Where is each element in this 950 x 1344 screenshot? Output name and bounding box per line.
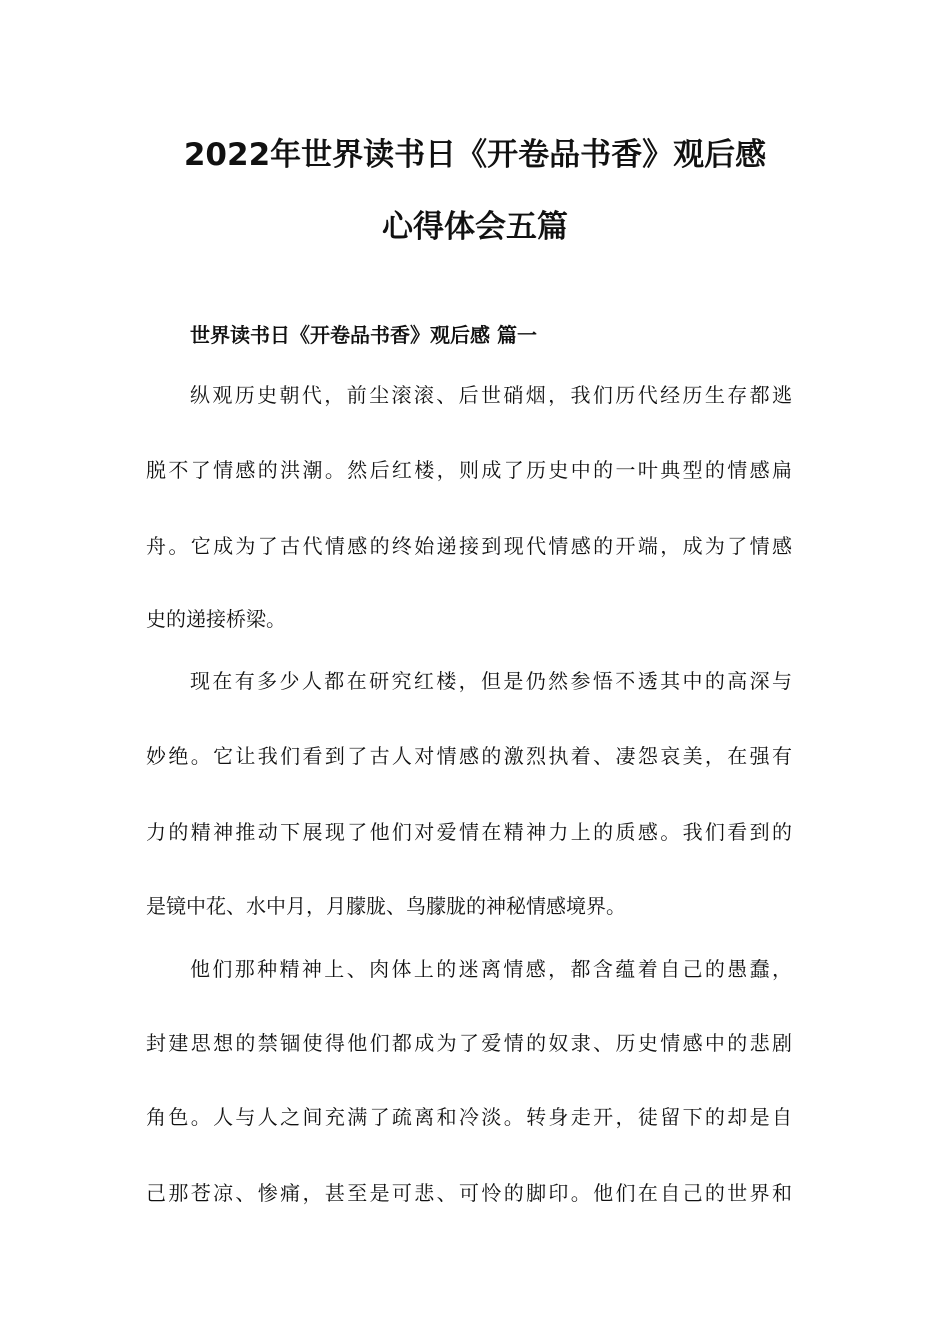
- paragraph-2-line-1: 现在有多少人都在研究红楼，但是仍然参悟不透其中的高深与: [190, 669, 792, 693]
- paragraph-2-line-3: 力的精神推动下展现了他们对爱情在精神力上的质感。我们看到的: [146, 820, 792, 844]
- paragraph-1-line-3: 舟。它成为了古代情感的终始递接到现代情感的开端，成为了情感: [146, 534, 792, 558]
- paragraph-3-line-4: 己那苍凉、惨痛，甚至是可悲、可怜的脚印。他们在自己的世界和: [146, 1181, 792, 1205]
- paragraph-1-line-2: 脱不了情感的洪潮。然后红楼，则成了历史中的一叶典型的情感扁: [146, 458, 792, 482]
- paragraph-3-line-1: 他们那种精神上、肉体上的迷离情感，都含蕴着自己的愚蠢，: [190, 957, 792, 981]
- document-title-line-2: 心得体会五篇: [382, 209, 568, 245]
- paragraph-1-line-4: 史的递接桥梁。: [146, 607, 286, 631]
- document-title-line-1: 2022年世界读书日《开卷品书香》观后感: [183, 137, 767, 173]
- section-heading: 世界读书日《开卷品书香》观后感 篇一: [190, 323, 537, 347]
- paragraph-2-line-2: 妙绝。它让我们看到了古人对情感的激烈执着、凄怨哀美，在强有: [146, 744, 792, 768]
- paragraph-3-line-2: 封建思想的禁锢使得他们都成为了爱情的奴隶、历史情感中的悲剧: [146, 1031, 792, 1055]
- paragraph-3-line-3: 角色。人与人之间充满了疏离和冷淡。转身走开，徒留下的却是自: [146, 1105, 792, 1129]
- paragraph-2-line-4: 是镜中花、水中月，月朦胧、鸟朦胧的神秘情感境界。: [146, 894, 626, 918]
- paragraph-1-line-1: 纵观历史朝代，前尘滚滚、后世硝烟，我们历代经历生存都逃: [190, 383, 792, 407]
